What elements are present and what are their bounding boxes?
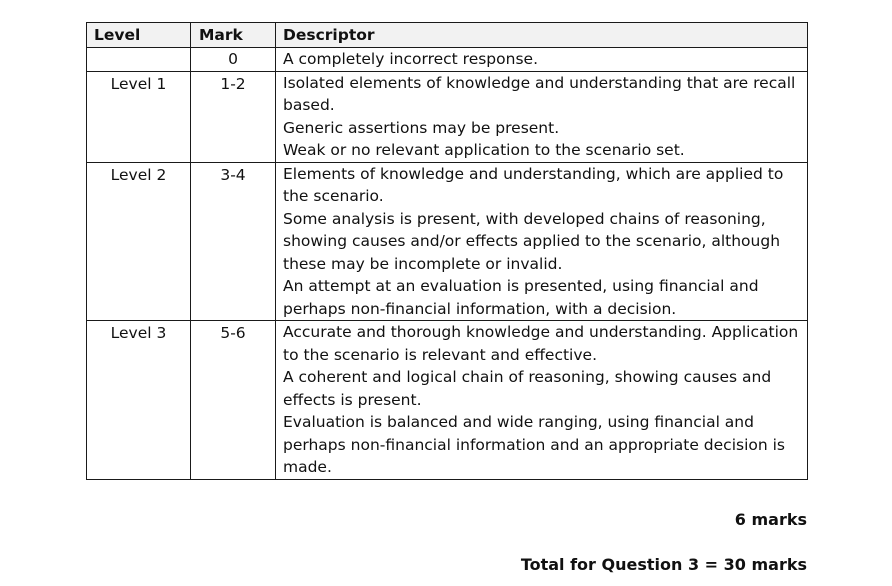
descriptor-text: An attempt at an evaluation is presented, using financial and perhaps non-financial information, with a decision.	[283, 277, 759, 318]
descriptor-text: Isolated elements of knowledge and understanding that are recall based.	[283, 73, 796, 114]
descriptor-cell	[276, 162, 808, 321]
descriptor-cell	[276, 71, 808, 162]
descriptor-text: Elements of knowledge and understanding, which are applied to the scenario.	[283, 164, 784, 205]
descriptor-text: Some analysis is present, with developed chains of reasoning, showing causes and/or effects applied to the scenario, although these may be incomplete or invalid.	[283, 209, 781, 273]
descriptor-text: Generic assertions may be present.	[283, 118, 560, 137]
table-row	[87, 48, 808, 72]
question-total: Total for Question 3 = 30 marks	[520, 555, 807, 574]
table-row	[87, 321, 808, 480]
descriptor-text: A completely incorrect response.	[283, 50, 538, 68]
level-cell: Level 2	[87, 162, 191, 321]
descriptor-text: Evaluation is balanced and wide ranging, using financial and perhaps non-financial information and an appropriate decision is made.	[283, 413, 786, 476]
mark-cell: 0	[191, 48, 276, 72]
mark-cell: 5-6	[191, 321, 276, 480]
descriptor-text: Weak or no relevant application to the scenario set.	[283, 141, 685, 159]
mark-cell: 3-4	[191, 162, 276, 321]
descriptor-cell	[276, 48, 808, 72]
descriptor-text: A coherent and logical chain of reasoning, showing causes and effects is present.	[283, 368, 772, 409]
level-cell	[87, 48, 191, 72]
table-row	[87, 71, 808, 162]
descriptor-cell	[276, 321, 808, 480]
descriptor-column-header: Descriptor	[276, 23, 808, 48]
mark-column-header: Mark	[191, 23, 276, 48]
level-cell: Level 3	[87, 321, 191, 480]
table-header-row	[87, 23, 808, 48]
table-row	[87, 162, 808, 321]
levels-mark-scheme-table	[86, 22, 808, 480]
question-marks: 6 marks	[734, 510, 807, 529]
mark-cell: 1-2	[191, 71, 276, 162]
level-column-header: Level	[87, 23, 191, 48]
level-cell: Level 1	[87, 71, 191, 162]
descriptor-text: Accurate and thorough knowledge and understanding. Application to the scenario is relevant and effective.	[283, 323, 799, 364]
